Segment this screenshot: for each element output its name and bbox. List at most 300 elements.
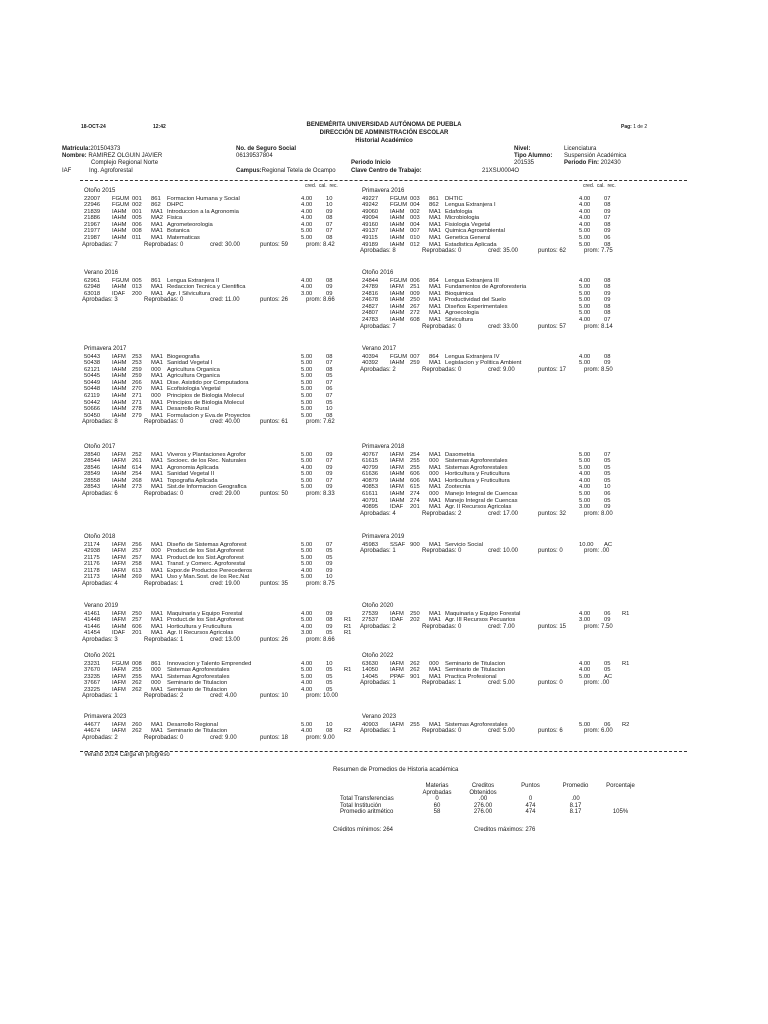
nivel-value: Licenciatura (564, 146, 597, 152)
term-reprob: Reprobadas: 1 (144, 636, 184, 643)
course-nrc: 40767 (362, 451, 379, 458)
course-dept: FGUM (390, 202, 408, 209)
course-grade: 08 (326, 215, 333, 222)
term-totals (362, 624, 637, 632)
course-number: 257 (132, 554, 142, 561)
course-section: MA1 (429, 297, 441, 304)
nss-value: 06139537804 (236, 153, 273, 159)
course-number: 271 (132, 399, 142, 406)
course-credits: 5.00 (301, 228, 313, 235)
course-section: MA1 (429, 228, 441, 235)
course-row (362, 667, 637, 674)
course-section: MA1 (151, 412, 163, 419)
course-dept: IAFM (112, 680, 126, 687)
term-name: Otoño 2016 (362, 270, 394, 276)
course-title: Matematicas (167, 235, 200, 242)
campus-complex: Complejo Regional Norte (91, 160, 159, 166)
course-section: MA1 (151, 477, 163, 484)
course-credits: 5.00 (579, 721, 591, 728)
department-name: DIRECCIÓN DE ADMINISTRACIÓN ESCOLAR (319, 130, 449, 136)
course-nrc: 49189 (362, 241, 379, 248)
course-dept: IAFM (112, 561, 126, 568)
course-dept: IAHM (112, 471, 127, 478)
course-row (84, 278, 359, 285)
course-row (362, 228, 637, 235)
course-credits: 5.00 (301, 373, 313, 380)
course-title: Manejo Integral de Cuencas (445, 497, 518, 504)
course-dept: IAFM (112, 554, 126, 561)
course-section: MA1 (151, 686, 163, 693)
course-credits: 5.00 (579, 310, 591, 317)
course-nrc: 41454 (84, 630, 101, 637)
course-grade: 06 (326, 386, 333, 393)
term-block (84, 346, 359, 427)
program-name: Ing. Agroforestal (89, 168, 133, 174)
course-number: 268 (132, 477, 142, 484)
course-title: Product.de los Sist.Agroforest (167, 554, 244, 561)
course-grade: 05 (326, 554, 333, 561)
course-nrc: 23235 (84, 673, 101, 680)
course-number: 002 (132, 202, 142, 209)
course-credits: 3.00 (301, 630, 313, 637)
course-nrc: 27537 (362, 617, 379, 624)
course-dept: IAFM (112, 667, 126, 674)
course-title: Agricultura Organica (167, 373, 220, 380)
course-nrc: 40879 (362, 477, 379, 484)
course-credits: 3.00 (579, 504, 591, 511)
print-time: 12:42 (153, 124, 166, 130)
course-number: 004 (410, 202, 420, 209)
course-title: Diseños Experimentales (445, 303, 508, 310)
course-dept: IAHM (112, 284, 127, 291)
term-puntos: puntos: 61 (260, 419, 289, 426)
course-credits: 5.00 (579, 284, 591, 291)
course-number: 012 (410, 241, 420, 248)
course-credits: 5.00 (579, 241, 591, 248)
course-dept: FGUM (112, 202, 130, 209)
course-section: MA1 (429, 317, 441, 324)
course-title: Horticultura y Fruticultura (445, 477, 510, 484)
course-dept: IAHM (390, 228, 405, 235)
course-section: 864 (429, 353, 439, 360)
course-grade: 05 (326, 686, 333, 693)
course-number: 007 (410, 353, 420, 360)
col-header-left: cred. cal. rec. (305, 183, 338, 189)
course-number: 255 (410, 721, 420, 728)
course-dept: IAFM (390, 484, 404, 491)
course-row (362, 360, 637, 367)
term-prom: prom: .00 (584, 548, 610, 555)
course-row (84, 458, 359, 465)
course-number: 256 (132, 541, 142, 548)
course-row (362, 278, 637, 285)
course-row (84, 471, 359, 478)
course-row (84, 291, 359, 298)
course-credits: 5.00 (301, 360, 313, 367)
course-credits: 5.00 (301, 353, 313, 360)
course-grade: 08 (604, 202, 611, 209)
term-cred: cred: 9.00 (210, 734, 237, 741)
term-prom: prom: 7.50 (584, 623, 613, 630)
course-dept: IAHM (112, 215, 127, 222)
course-number: 258 (132, 561, 142, 568)
term-block (362, 534, 637, 556)
course-title: Sist.de Informacion Geografica (167, 484, 247, 491)
course-grade: 10 (326, 202, 333, 209)
course-credits: 4.00 (579, 208, 591, 215)
course-row (84, 548, 359, 555)
periodo-inicio-label: Periodo Inicio (351, 160, 391, 166)
course-nrc: 42938 (84, 548, 101, 555)
course-dept: IAHM (112, 208, 127, 215)
course-nrc: 24789 (362, 284, 379, 291)
course-dept: IAFM (112, 686, 126, 693)
course-credits: 5.00 (579, 303, 591, 310)
course-title: Productividad del Suelo (445, 297, 506, 304)
course-grade: 09 (604, 504, 611, 511)
course-nrc: 50445 (84, 373, 101, 380)
term-aprob: Aprobadas: 6 (82, 491, 118, 498)
course-title: Manejo Integral de Cuencas (445, 491, 518, 498)
term-name: Verano 2016 (84, 270, 119, 276)
term-puntos: puntos: 18 (260, 734, 289, 741)
term-reprob: Reprobadas: 0 (144, 734, 184, 741)
course-credits: 4.00 (579, 667, 591, 674)
tipo-value: Suspensión Académica (564, 153, 627, 159)
course-credits: 5.00 (301, 412, 313, 419)
term-reprob: Reprobadas: 0 (144, 297, 184, 304)
nivel-label: Nivel: (514, 146, 531, 152)
course-dept: IAHM (390, 497, 405, 504)
course-section: MA1 (151, 406, 163, 413)
course-title: Seminario de Titulacion (445, 660, 506, 667)
course-row (362, 465, 637, 472)
course-credits: 4.00 (579, 610, 591, 617)
course-row (84, 624, 359, 631)
term-puntos: puntos: 57 (538, 323, 567, 330)
course-nrc: 49094 (362, 215, 379, 222)
term-prom: prom: .00 (584, 680, 610, 687)
course-dept: IAHM (390, 360, 405, 367)
course-nrc: 41461 (84, 610, 101, 617)
course-credits: 5.00 (301, 458, 313, 465)
course-section: MA1 (151, 554, 163, 561)
course-row (84, 680, 359, 687)
course-credits: 3.00 (301, 290, 313, 297)
course-row (84, 406, 359, 413)
course-credits: 5.00 (579, 235, 591, 242)
course-row (362, 202, 637, 209)
term-name: Otoño 2022 (362, 653, 394, 659)
course-title: Agroecologia (445, 310, 479, 317)
course-dept: IAHM (390, 208, 405, 215)
course-dept: IAHM (390, 221, 405, 228)
term-aprob: Aprobadas: 4 (82, 581, 118, 588)
course-row (362, 471, 637, 478)
course-credits: 4.00 (301, 660, 313, 667)
term-reprob: Reprobadas: 0 (422, 366, 462, 373)
term-prom: prom: 8.00 (584, 510, 613, 517)
course-dept: IAHM (390, 297, 405, 304)
course-credits: 5.00 (579, 451, 591, 458)
term-aprob: Aprobadas: 2 (360, 623, 396, 630)
col-materias: Materias Aprobadas (422, 783, 452, 796)
course-number: 008 (132, 660, 142, 667)
course-grade: 09 (604, 208, 611, 215)
course-section: MA1 (151, 353, 163, 360)
course-row (362, 222, 637, 229)
course-grade: 08 (326, 366, 333, 373)
course-nrc: 21175 (84, 554, 100, 561)
course-grade: 09 (604, 290, 611, 297)
course-credits: 4.00 (301, 208, 313, 215)
course-nrc: 37670 (84, 667, 101, 674)
term-aprob: Aprobadas: 3 (82, 297, 118, 304)
course-title: Agronomia Aplicada (167, 464, 219, 471)
course-grade: 09 (326, 610, 333, 617)
course-number: 254 (410, 451, 420, 458)
course-section: MA1 (429, 221, 441, 228)
term-puntos: puntos: 17 (538, 366, 567, 373)
summary-row: Total Institución 60 276.00 474 8.17 (340, 802, 582, 809)
term-prom: prom: 8.42 (306, 241, 335, 248)
course-section: MA1 (429, 464, 441, 471)
term-aprob: Aprobadas: 2 (360, 366, 396, 373)
course-number: 250 (132, 610, 142, 617)
course-row (84, 196, 359, 203)
course-nrc: 24844 (362, 277, 379, 284)
course-nrc: 21886 (84, 215, 101, 222)
course-title: Expor.de Productos Perecederos (167, 567, 253, 574)
term-block (362, 188, 637, 256)
course-dept: IAHM (390, 241, 405, 248)
course-row (84, 555, 359, 562)
term-cred: cred: 40.00 (210, 419, 241, 426)
course-section: MA1 (151, 673, 163, 680)
course-dept: IAHM (112, 221, 127, 228)
course-section: 861 (151, 660, 161, 667)
course-section: 000 (151, 393, 161, 400)
course-grade: 10 (604, 484, 611, 491)
course-nrc: 22007 (84, 195, 101, 202)
course-row (84, 478, 359, 485)
course-rec: R1 (622, 610, 630, 617)
course-number: 267 (410, 303, 420, 310)
course-dept: PPAF (390, 673, 405, 680)
course-nrc: 24816 (362, 290, 379, 297)
term-puntos: puntos: 6 (538, 728, 563, 735)
course-section: MA1 (429, 235, 441, 242)
col-header-right: cred. cal. rec. (583, 183, 616, 189)
term-block (84, 188, 359, 250)
term-totals (362, 548, 637, 556)
course-row (362, 504, 637, 511)
course-row (84, 542, 359, 549)
course-section: 000 (429, 471, 439, 478)
course-section: MA1 (429, 477, 441, 484)
course-nrc: 50448 (84, 386, 101, 393)
course-nrc: 23225 (84, 686, 101, 693)
course-section: MA1 (429, 504, 441, 511)
term-name: Primavera 2019 (362, 534, 405, 540)
clave-value: 21XSU0004O (482, 168, 520, 174)
term-totals (84, 491, 359, 499)
course-title: Formulacion y Eva.de Proyectos (167, 412, 251, 419)
term-aprob: Aprobadas: 1 (82, 693, 118, 700)
course-row (362, 291, 637, 298)
course-nrc: 28544 (84, 458, 101, 465)
course-section: MA1 (151, 290, 163, 297)
course-row (84, 617, 359, 624)
course-section: MA1 (151, 728, 163, 735)
course-row (362, 542, 637, 549)
course-section: MA1 (151, 458, 163, 465)
course-section: MA1 (151, 235, 163, 242)
term-block (362, 270, 637, 332)
periodo-value: 201535 (514, 160, 535, 166)
course-credits: 5.00 (301, 406, 313, 413)
term-reprob: Reprobadas: 0 (144, 241, 184, 248)
term-reprob: Reprobadas: 2 (422, 510, 462, 517)
course-number: 200 (132, 290, 142, 297)
course-nrc: 49227 (362, 195, 379, 202)
course-grade: 09 (604, 617, 611, 624)
summary-title: Resumen de Promedios de Historia académica (333, 767, 459, 773)
course-number: 266 (132, 379, 142, 386)
course-row (362, 284, 637, 291)
term-reprob: Reprobadas: 0 (422, 323, 462, 330)
course-number: 259 (132, 373, 142, 380)
course-credits: 5.00 (301, 235, 313, 242)
course-grade: 07 (326, 221, 333, 228)
course-section: 000 (429, 491, 439, 498)
course-grade: 07 (326, 228, 333, 235)
course-section: MA1 (151, 228, 163, 235)
course-dept: FGUM (390, 277, 408, 284)
course-section: 000 (151, 667, 161, 674)
course-dept: IDAF (112, 630, 126, 637)
course-credits: 4.00 (301, 623, 313, 630)
course-number: 013 (132, 284, 142, 291)
col-promedio: Promedio (562, 783, 589, 789)
course-nrc: 50438 (84, 360, 101, 367)
term-cred: cred: 35.00 (488, 248, 519, 255)
course-title: Formacion Humana y Social (167, 195, 240, 202)
course-section: MA1 (429, 303, 441, 310)
course-grade: 08 (326, 277, 333, 284)
course-grade: 05 (604, 660, 611, 667)
term-totals (362, 248, 637, 256)
term-prom: prom: 8.66 (306, 636, 335, 643)
course-title: Seminario de Titulacion (167, 680, 228, 687)
course-section: MA1 (151, 610, 163, 617)
course-row (84, 561, 359, 568)
term-puntos: puntos: 26 (260, 297, 289, 304)
course-grade: 08 (604, 310, 611, 317)
course-title: Lengua Extranjera III (445, 277, 499, 284)
course-title: Agr. I Silvicultura (167, 290, 211, 297)
course-number: 201 (410, 504, 420, 511)
course-title: Quimica Agroambiental (445, 228, 505, 235)
course-row (84, 215, 359, 222)
course-number: 261 (132, 458, 142, 465)
course-title: Maquinaria y Equipo Forestal (167, 610, 243, 617)
course-grade: 09 (326, 208, 333, 215)
course-nrc: 49137 (362, 228, 379, 235)
course-dept: IAFM (390, 610, 404, 617)
course-number: 006 (410, 277, 420, 284)
course-number: 279 (132, 412, 142, 419)
course-number: 252 (132, 451, 142, 458)
course-grade: AC (604, 673, 613, 680)
course-number: 255 (410, 464, 420, 471)
term-prom: prom: 8.75 (306, 581, 335, 588)
course-title: Practica Profesional (445, 673, 497, 680)
course-nrc: 49060 (362, 208, 379, 215)
course-nrc: 61611 (362, 491, 378, 498)
course-title: Bioquimica (445, 290, 474, 297)
course-section: MA1 (151, 399, 163, 406)
term-block (84, 534, 359, 589)
course-nrc: 40392 (362, 360, 379, 367)
course-credits: 5.00 (301, 393, 313, 400)
course-credits: 4.00 (301, 686, 313, 693)
course-row (84, 661, 359, 668)
course-dept: IAHM (112, 623, 127, 630)
course-title: Transf. y Comerc. Agroforestal (167, 561, 246, 568)
course-nrc: 21176 (84, 561, 100, 568)
course-number: 269 (132, 574, 142, 581)
course-credits: 4.00 (579, 317, 591, 324)
term-totals (362, 680, 637, 688)
course-dept: IAHM (390, 303, 405, 310)
course-section: MA1 (151, 221, 163, 228)
course-credits: 4.00 (579, 221, 591, 228)
course-number: 250 (410, 610, 420, 617)
course-title: Seminario de Titulacion (445, 667, 506, 674)
course-credits: 5.00 (301, 561, 313, 568)
course-section: MA1 (151, 617, 163, 624)
course-credits: 5.00 (301, 548, 313, 555)
course-dept: IAHM (112, 399, 127, 406)
course-number: 615 (410, 484, 420, 491)
term-cred: cred: 33.00 (488, 323, 519, 330)
course-nrc: 21839 (84, 208, 101, 215)
term-cred: cred: 30.00 (210, 241, 241, 248)
course-dept: FGUM (112, 277, 130, 284)
course-number: 614 (132, 464, 142, 471)
term-aprob: Aprobadas: 1 (360, 548, 396, 555)
course-nrc: 24783 (362, 317, 379, 324)
course-title: Fisiologia Vegetal (445, 221, 491, 228)
course-number: 250 (410, 297, 420, 304)
course-section: MA1 (151, 541, 163, 548)
term-puntos: puntos: 35 (260, 581, 289, 588)
course-nrc: 62119 (84, 393, 100, 400)
term-name: Primavera 2016 (362, 188, 405, 194)
term-prom: prom: 8.14 (584, 323, 613, 330)
course-nrc: 21967 (84, 221, 101, 228)
course-nrc: 50443 (84, 353, 101, 360)
course-section: MA1 (151, 574, 163, 581)
term-aprob: Aprobadas: 7 (82, 241, 118, 248)
course-dept: IAHM (112, 386, 127, 393)
progress-note: Verano 2024 Carga en progreso (84, 752, 170, 758)
course-number: 253 (132, 353, 142, 360)
term-name: Verano 2019 (84, 603, 119, 609)
course-section: MA1 (429, 215, 441, 222)
term-aprob: Aprobadas: 7 (360, 323, 396, 330)
